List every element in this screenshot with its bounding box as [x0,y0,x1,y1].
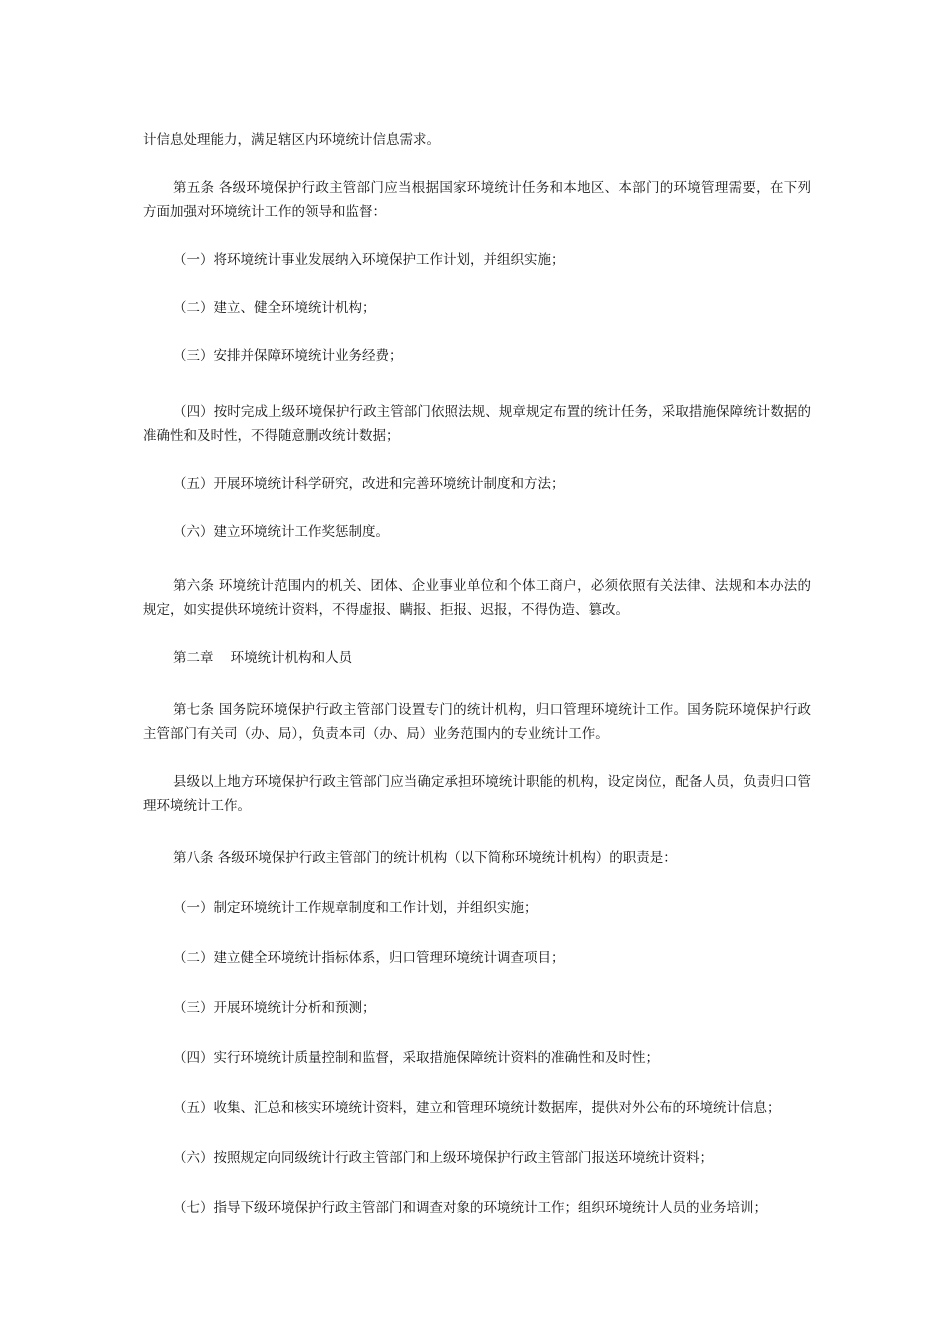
paragraph-article-8-item-7: （七）指导下级环境保护行政主管部门和调查对象的环境统计工作；组织环境统计人员的业务培训； [173,1200,767,1216]
paragraph-continuation: 计信息处理能力，满足辖区内环境统计信息需求。 [143,132,440,148]
paragraph-article-8-item-4: （四）实行环境统计质量控制和监督，采取措施保障统计资料的准确性和及时性； [173,1050,659,1066]
paragraph-article-8: 第八条 各级环境保护行政主管部门的统计机构（以下简称环境统计机构）的职责是： [173,850,677,866]
paragraph-article-5-item-2: （二）建立、健全环境统计机构； [173,300,376,316]
paragraph-article-5: 第五条 各级环境保护行政主管部门应当根据国家环境统计任务和本地区、本部门的环境管理需要，在下列方面加强对环境统计工作的领导和监督： [143,180,811,220]
paragraph-article-5-item-3: （三）安排并保障环境统计业务经费； [173,348,403,364]
paragraph-article-7-part-2: 县级以上地方环境保护行政主管部门应当确定承担环境统计职能的机构，设定岗位，配备人员，负责归口管理环境统计工作。 [143,774,811,814]
paragraph-article-5-item-5: （五）开展环境统计科学研究，改进和完善环境统计制度和方法； [173,476,565,492]
paragraph-article-8-item-6: （六）按照规定向同级统计行政主管部门和上级环境保护行政主管部门报送环境统计资料； [173,1150,713,1166]
chapter-heading-2: 第二章 环境统计机构和人员 [173,650,353,666]
paragraph-article-5-item-4: （四）按时完成上级环境保护行政主管部门依照法规、规章规定布置的统计任务，采取措施保障统计数据的准确性和及时性，不得随意删改统计数据； [143,404,811,444]
paragraph-article-8-item-5: （五）收集、汇总和核实环境统计资料，建立和管理环境统计数据库，提供对外公布的环境统计信息； [173,1100,781,1116]
paragraph-article-8-item-1: （一）制定环境统计工作规章制度和工作计划，并组织实施； [173,900,538,916]
paragraph-article-7: 第七条 国务院环境保护行政主管部门设置专门的统计机构，归口管理环境统计工作。国务院环境保护行政主管部门有关司（办、局），负责本司（办、局）业务范围内的专业统计工作。 [143,702,811,742]
paragraph-article-8-item-2: （二）建立健全环境统计指标体系，归口管理环境统计调查项目； [173,950,565,966]
paragraph-article-8-item-3: （三）开展环境统计分析和预测； [173,1000,376,1016]
paragraph-article-5-item-1: （一）将环境统计事业发展纳入环境保护工作计划，并组织实施； [173,252,565,268]
paragraph-article-6: 第六条 环境统计范围内的机关、团体、企业事业单位和个体工商户，必须依照有关法律、法规和本办法的规定，如实提供环境统计资料，不得虚报、瞒报、拒报、迟报，不得伪造、篡改。 [143,578,811,618]
paragraph-article-5-item-6: （六）建立环境统计工作奖惩制度。 [173,524,389,540]
